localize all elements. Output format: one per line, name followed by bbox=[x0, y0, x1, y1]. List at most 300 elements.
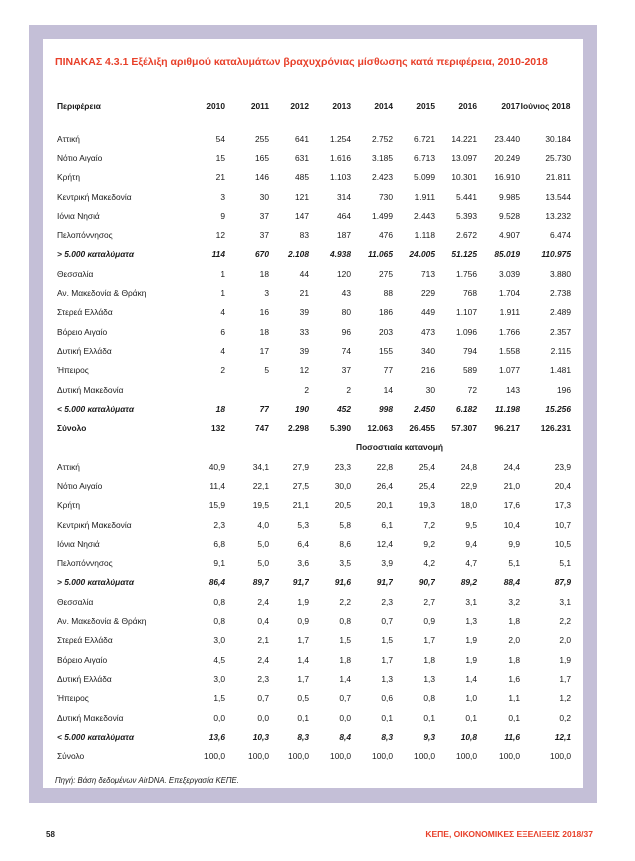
table-row bbox=[53, 341, 571, 360]
cell-value: 100,0 bbox=[456, 751, 477, 762]
cell-value: 30 bbox=[259, 191, 269, 202]
cell-value: 10.301 bbox=[451, 172, 477, 183]
source-note: Πηγή: Βάση δεδομένων AirDNA. Επεξεργασία ΚΕΠΕ. bbox=[55, 776, 239, 785]
data-table bbox=[53, 101, 571, 766]
table-row bbox=[53, 264, 571, 283]
table-row bbox=[53, 380, 571, 399]
row-label: Νότιο Αιγαίο bbox=[57, 152, 103, 163]
cell-value: 9.985 bbox=[499, 191, 520, 202]
cell-value: 641 bbox=[295, 133, 309, 144]
cell-value: 18 bbox=[259, 268, 269, 279]
cell-value: 121 bbox=[295, 191, 309, 202]
cell-value: 229 bbox=[421, 288, 435, 299]
cell-value: 3,0 bbox=[213, 635, 225, 646]
cell-value: 8,6 bbox=[339, 538, 351, 549]
row-label: Στερεά Ελλάδα bbox=[57, 307, 113, 318]
cell-value: 1.558 bbox=[499, 345, 520, 356]
cell-value: 15,9 bbox=[208, 500, 225, 511]
row-label: Δυτική Ελλάδα bbox=[57, 345, 112, 356]
cell-value: 203 bbox=[379, 326, 393, 337]
cell-value: 730 bbox=[379, 191, 393, 202]
cell-value: 27,9 bbox=[292, 461, 309, 472]
percent-section bbox=[53, 438, 571, 457]
header-year: 2012 bbox=[290, 101, 309, 111]
cell-value: 1,0 bbox=[465, 693, 477, 704]
table-row bbox=[53, 283, 571, 302]
cell-value: 2,2 bbox=[559, 616, 571, 627]
cell-value: 21,1 bbox=[292, 500, 309, 511]
cell-value: 7,2 bbox=[423, 519, 435, 530]
table-row bbox=[53, 418, 571, 437]
cell-value: 2 bbox=[346, 384, 351, 395]
row-label: Αττική bbox=[57, 461, 80, 472]
cell-value: 2.450 bbox=[414, 403, 435, 414]
cell-value: 25.730 bbox=[545, 152, 571, 163]
cell-value: 21,0 bbox=[503, 480, 520, 491]
cell-value: 6.182 bbox=[456, 403, 477, 414]
row-label: Αττική bbox=[57, 133, 80, 144]
cell-value: 30.184 bbox=[545, 133, 571, 144]
cell-value: 2.357 bbox=[550, 326, 571, 337]
cell-value: 18 bbox=[259, 326, 269, 337]
cell-value: 1,9 bbox=[465, 654, 477, 665]
cell-value: 57.307 bbox=[451, 423, 477, 434]
cell-value: 13.544 bbox=[545, 191, 571, 202]
cell-value: 24,8 bbox=[460, 461, 477, 472]
cell-value: 100,0 bbox=[204, 751, 225, 762]
cell-value: 83 bbox=[299, 230, 309, 241]
cell-value: 91,6 bbox=[334, 577, 351, 588]
cell-value: 11.198 bbox=[495, 403, 520, 414]
cell-value: 5,1 bbox=[508, 558, 520, 569]
cell-value: 1.254 bbox=[330, 133, 351, 144]
cell-value: 26,4 bbox=[376, 480, 393, 491]
table-row bbox=[53, 206, 571, 225]
header-year: 2010 bbox=[206, 101, 225, 111]
cell-value: 6,8 bbox=[213, 538, 225, 549]
row-label: Κρήτη bbox=[57, 172, 80, 183]
cell-value: 1 bbox=[220, 268, 225, 279]
cell-value: 0,6 bbox=[381, 693, 393, 704]
header-year: 2011 bbox=[250, 101, 269, 111]
header-region: Περιφέρεια bbox=[57, 101, 101, 111]
table-row bbox=[53, 534, 571, 553]
percent-section-row bbox=[53, 438, 571, 457]
cell-value: 165 bbox=[255, 152, 269, 163]
table-row bbox=[53, 669, 571, 688]
percents-body bbox=[53, 457, 571, 766]
cell-value: 998 bbox=[379, 403, 393, 414]
cell-value: 255 bbox=[255, 133, 269, 144]
cell-value: 11,6 bbox=[504, 731, 520, 742]
cell-value: 4,7 bbox=[465, 558, 477, 569]
cell-value: 1,5 bbox=[213, 693, 225, 704]
cell-value: 0,1 bbox=[508, 712, 520, 723]
cell-value: 100,0 bbox=[330, 751, 351, 762]
cell-value: 0,8 bbox=[213, 616, 225, 627]
cell-value: 2,3 bbox=[213, 519, 225, 530]
cell-value: 1,8 bbox=[508, 616, 520, 627]
cell-value: 2,4 bbox=[257, 596, 269, 607]
cell-value: 12 bbox=[299, 365, 309, 376]
row-label: Πελοπόννησος bbox=[57, 558, 113, 569]
cell-value: 2.489 bbox=[550, 307, 571, 318]
cell-value: 34,1 bbox=[252, 461, 269, 472]
cell-value: 452 bbox=[337, 403, 351, 414]
cell-value: 2.423 bbox=[372, 172, 393, 183]
cell-value: 12.063 bbox=[367, 423, 393, 434]
cell-value: 1,9 bbox=[465, 635, 477, 646]
cell-value: 4,5 bbox=[213, 654, 225, 665]
cell-value: 5.099 bbox=[414, 172, 435, 183]
cell-value: 13.232 bbox=[545, 210, 571, 221]
cell-value: 2,1 bbox=[257, 635, 269, 646]
cell-value: 12,1 bbox=[554, 731, 571, 742]
cell-value: 187 bbox=[337, 230, 351, 241]
cell-value: 5 bbox=[264, 365, 269, 376]
cell-value: 10,5 bbox=[554, 538, 571, 549]
table-row bbox=[53, 303, 571, 322]
row-label: < 5.000 καταλύματα bbox=[57, 731, 135, 742]
row-label: > 5.000 καταλύματα bbox=[57, 577, 135, 588]
cell-value: 1,8 bbox=[423, 654, 435, 665]
cell-value: 0,9 bbox=[297, 616, 309, 627]
cell-value: 5,8 bbox=[339, 519, 351, 530]
cell-value: 14 bbox=[383, 384, 393, 395]
table-row bbox=[53, 573, 571, 592]
table-row bbox=[53, 515, 571, 534]
row-label: Πελοπόννησος bbox=[57, 230, 113, 241]
cell-value: 24.005 bbox=[409, 249, 435, 260]
cell-value: 20,5 bbox=[334, 500, 351, 511]
cell-value: 1 bbox=[220, 288, 225, 299]
cell-value: 3,5 bbox=[339, 558, 351, 569]
table-row bbox=[53, 592, 571, 611]
cell-value: 18 bbox=[215, 403, 225, 414]
row-label: Ιόνια Νησιά bbox=[57, 210, 100, 221]
cell-value: 2,4 bbox=[257, 654, 269, 665]
cell-value: 6.713 bbox=[414, 152, 435, 163]
cell-value: 77 bbox=[259, 403, 269, 414]
row-label: Δυτική Ελλάδα bbox=[57, 673, 112, 684]
row-label: Ήπειρος bbox=[57, 365, 89, 376]
table-row bbox=[53, 496, 571, 515]
cell-value: 1,8 bbox=[339, 654, 351, 665]
cell-value: 5.390 bbox=[330, 423, 351, 434]
cell-value: 10,8 bbox=[460, 731, 477, 742]
cell-value: 1,1 bbox=[508, 693, 520, 704]
cell-value: 8,3 bbox=[381, 731, 393, 742]
table-frame bbox=[29, 25, 597, 803]
cell-value: 0,8 bbox=[339, 616, 351, 627]
cell-value: 8,3 bbox=[297, 731, 309, 742]
cell-value: 1.481 bbox=[550, 365, 571, 376]
cell-value: 100,0 bbox=[499, 751, 520, 762]
cell-value: 2,7 bbox=[423, 596, 435, 607]
cell-value: 340 bbox=[421, 345, 435, 356]
header-year: 2015 bbox=[416, 101, 435, 111]
cell-value: 3 bbox=[264, 288, 269, 299]
cell-value: 6.474 bbox=[550, 230, 571, 241]
cell-value: 1.077 bbox=[499, 365, 520, 376]
cell-value: 77 bbox=[383, 365, 393, 376]
cell-value: 126.231 bbox=[540, 423, 571, 434]
cell-value: 186 bbox=[379, 307, 393, 318]
cell-value: 275 bbox=[379, 268, 393, 279]
cell-value: 670 bbox=[255, 249, 269, 260]
table-row bbox=[53, 245, 571, 264]
cell-value: 2.738 bbox=[550, 288, 571, 299]
cell-value: 33 bbox=[299, 326, 309, 337]
cell-value: 485 bbox=[295, 172, 309, 183]
cell-value: 100,0 bbox=[288, 751, 309, 762]
publication-name: ΚΕΠΕ, ΟΙΚΟΝΟΜΙΚΕΣ ΕΞΕΛΙΞΕΙΣ 2018/37 bbox=[425, 829, 593, 839]
cell-value: 473 bbox=[421, 326, 435, 337]
cell-value: 23.440 bbox=[494, 133, 520, 144]
cell-value: 464 bbox=[337, 210, 351, 221]
cell-value: 14.221 bbox=[451, 133, 477, 144]
cell-value: 146 bbox=[255, 172, 269, 183]
cell-value: 1,3 bbox=[465, 616, 477, 627]
table-row bbox=[53, 225, 571, 244]
cell-value: 3,6 bbox=[297, 558, 309, 569]
cell-value: 9,9 bbox=[508, 538, 520, 549]
cell-value: 10,3 bbox=[252, 731, 269, 742]
cell-value: 17,3 bbox=[554, 500, 571, 511]
page-number: 58 bbox=[46, 830, 55, 839]
row-label: Κεντρική Μακεδονία bbox=[57, 519, 132, 530]
cell-value: 1,7 bbox=[297, 673, 309, 684]
cell-value: 9,3 bbox=[423, 731, 435, 742]
table-panel bbox=[43, 39, 583, 788]
cell-value: 155 bbox=[379, 345, 393, 356]
cell-value: 2 bbox=[220, 365, 225, 376]
cell-value: 22,1 bbox=[252, 480, 269, 491]
cell-value: 0,8 bbox=[423, 693, 435, 704]
cell-value: 794 bbox=[463, 345, 477, 356]
cell-value: 216 bbox=[421, 365, 435, 376]
cell-value: 8,4 bbox=[339, 731, 351, 742]
table-row bbox=[53, 476, 571, 495]
table-row bbox=[53, 457, 571, 476]
cell-value: 5,0 bbox=[257, 558, 269, 569]
cell-value: 15 bbox=[215, 152, 225, 163]
table-row bbox=[53, 129, 571, 148]
cell-value: 2.298 bbox=[288, 423, 309, 434]
cell-value: 23,3 bbox=[334, 461, 351, 472]
cell-value: 9,5 bbox=[465, 519, 477, 530]
cell-value: 9,2 bbox=[423, 538, 435, 549]
cell-value: 44 bbox=[299, 268, 309, 279]
cell-value: 1.704 bbox=[499, 288, 520, 299]
row-label: Σύνολο bbox=[57, 751, 85, 762]
cell-value: 713 bbox=[421, 268, 435, 279]
cell-value: 100,0 bbox=[372, 751, 393, 762]
cell-value: 15.256 bbox=[545, 403, 571, 414]
table-row bbox=[53, 168, 571, 187]
cell-value: 91,7 bbox=[376, 577, 393, 588]
row-label: Δυτική Μακεδονία bbox=[57, 712, 124, 723]
cell-value: 19,5 bbox=[252, 500, 269, 511]
header-year: 2016 bbox=[458, 101, 477, 111]
row-label: Δυτική Μακεδονία bbox=[57, 384, 124, 395]
cell-value: 132 bbox=[211, 423, 225, 434]
cell-value: 17,6 bbox=[503, 500, 520, 511]
cell-value: 1,7 bbox=[297, 635, 309, 646]
cell-value: 0,1 bbox=[297, 712, 309, 723]
cell-value: 1,6 bbox=[508, 673, 520, 684]
cell-value: 1.096 bbox=[456, 326, 477, 337]
cell-value: 16 bbox=[259, 307, 269, 318]
cell-value: 3,0 bbox=[213, 673, 225, 684]
row-label: Ήπειρος bbox=[57, 693, 89, 704]
cell-value: 1.499 bbox=[372, 210, 393, 221]
cell-value: 4.907 bbox=[499, 230, 520, 241]
row-label: < 5.000 καταλύματα bbox=[57, 403, 135, 414]
cell-value: 30 bbox=[425, 384, 435, 395]
cell-value: 2.443 bbox=[414, 210, 435, 221]
cell-value: 0,2 bbox=[559, 712, 571, 723]
table-row bbox=[53, 747, 571, 766]
cell-value: 0,7 bbox=[381, 616, 393, 627]
table-title: ΠΙΝΑΚΑΣ 4.3.1 Εξέλιξη αριθμού καταλυμάτων βραχυχρόνιας μίσθωσης κατά περιφέρεια, 2010-2018 bbox=[55, 56, 548, 68]
cell-value: 0,1 bbox=[381, 712, 393, 723]
percent-section-title: Ποσοστιαία κατανομή bbox=[356, 442, 443, 453]
cell-value: 196 bbox=[557, 384, 571, 395]
cell-value: 9.528 bbox=[499, 210, 520, 221]
cell-value: 39 bbox=[299, 307, 309, 318]
cell-value: 37 bbox=[341, 365, 351, 376]
row-label: Κεντρική Μακεδονία bbox=[57, 191, 132, 202]
cell-value: 87,9 bbox=[554, 577, 571, 588]
cell-value: 1,9 bbox=[297, 596, 309, 607]
cell-value: 1.118 bbox=[414, 230, 435, 241]
cell-value: 89,7 bbox=[252, 577, 269, 588]
cell-value: 5,1 bbox=[559, 558, 571, 569]
table-row bbox=[53, 554, 571, 573]
header-row bbox=[53, 101, 571, 129]
cell-value: 9,4 bbox=[465, 538, 477, 549]
cell-value: 0,8 bbox=[213, 596, 225, 607]
cell-value: 747 bbox=[255, 423, 269, 434]
cell-value: 0,1 bbox=[423, 712, 435, 723]
cell-value: 22,9 bbox=[460, 480, 477, 491]
cell-value: 1,3 bbox=[381, 673, 393, 684]
cell-value: 3,9 bbox=[381, 558, 393, 569]
cell-value: 88 bbox=[383, 288, 393, 299]
cell-value: 1,8 bbox=[508, 654, 520, 665]
cell-value: 0,0 bbox=[213, 712, 225, 723]
cell-value: 20,1 bbox=[376, 500, 393, 511]
header-year-june-2018: Ιούνιος 2018 bbox=[520, 101, 571, 111]
cell-value: 147 bbox=[295, 210, 309, 221]
cell-value: 3.185 bbox=[372, 152, 393, 163]
cell-value: 4.938 bbox=[330, 249, 351, 260]
cell-value: 120 bbox=[337, 268, 351, 279]
cell-value: 27,5 bbox=[292, 480, 309, 491]
cell-value: 589 bbox=[463, 365, 477, 376]
cell-value: 39 bbox=[299, 345, 309, 356]
cell-value: 2.115 bbox=[550, 345, 571, 356]
cell-value: 1,3 bbox=[423, 673, 435, 684]
cell-value: 1,5 bbox=[381, 635, 393, 646]
cell-value: 2.108 bbox=[288, 249, 309, 260]
cell-value: 1.103 bbox=[330, 172, 351, 183]
cell-value: 24,4 bbox=[503, 461, 520, 472]
row-label: Νότιο Αιγαίο bbox=[57, 480, 103, 491]
cell-value: 21 bbox=[299, 288, 309, 299]
cell-value: 1,4 bbox=[297, 654, 309, 665]
cell-value: 19,3 bbox=[418, 500, 435, 511]
cell-value: 10,7 bbox=[554, 519, 571, 530]
header-year: 2017 bbox=[501, 101, 520, 111]
cell-value: 768 bbox=[463, 288, 477, 299]
cell-value: 51.125 bbox=[451, 249, 477, 260]
cell-value: 91,7 bbox=[292, 577, 309, 588]
row-label: Θεσσαλία bbox=[57, 268, 94, 279]
cell-value: 96 bbox=[341, 326, 351, 337]
cell-value: 17 bbox=[259, 345, 269, 356]
cell-value: 5,0 bbox=[257, 538, 269, 549]
cell-value: 37 bbox=[259, 210, 269, 221]
cell-value: 3,2 bbox=[508, 596, 520, 607]
cell-value: 449 bbox=[421, 307, 435, 318]
cell-value: 2,0 bbox=[508, 635, 520, 646]
cell-value: 20,4 bbox=[554, 480, 571, 491]
table-row bbox=[53, 689, 571, 708]
cell-value: 2,3 bbox=[257, 673, 269, 684]
cell-value: 10,4 bbox=[503, 519, 520, 530]
header-year: 2014 bbox=[374, 101, 393, 111]
cell-value: 25,4 bbox=[418, 461, 435, 472]
cell-value: 11,4 bbox=[209, 480, 225, 491]
cell-value: 0,0 bbox=[339, 712, 351, 723]
cell-value bbox=[185, 380, 225, 399]
cell-value: 6 bbox=[220, 326, 225, 337]
cell-value: 4,0 bbox=[257, 519, 269, 530]
cell-value: 1.911 bbox=[414, 191, 435, 202]
table-row bbox=[53, 727, 571, 746]
header-year: 2013 bbox=[332, 101, 351, 111]
cell-value: 114 bbox=[211, 249, 225, 260]
row-label: Βόρειο Αιγαίο bbox=[57, 654, 108, 665]
cell-value: 0,5 bbox=[297, 693, 309, 704]
cell-value: 476 bbox=[379, 230, 393, 241]
cell-value: 85.019 bbox=[494, 249, 520, 260]
cell-value: 190 bbox=[295, 403, 309, 414]
cell-value: 89,2 bbox=[460, 577, 477, 588]
table-row bbox=[53, 148, 571, 167]
cell-value: 72 bbox=[467, 384, 477, 395]
table-row bbox=[53, 708, 571, 727]
cell-value: 100,0 bbox=[248, 751, 269, 762]
row-label: Στερεά Ελλάδα bbox=[57, 635, 113, 646]
cell-value: 1.107 bbox=[456, 307, 477, 318]
cell-value: 1,9 bbox=[559, 654, 571, 665]
cell-value: 5,3 bbox=[297, 519, 309, 530]
cell-value: 9 bbox=[220, 210, 225, 221]
cell-value: 1,7 bbox=[559, 673, 571, 684]
cell-value: 4 bbox=[220, 307, 225, 318]
cell-value: 1,7 bbox=[423, 635, 435, 646]
cell-value: 2,3 bbox=[381, 596, 393, 607]
cell-value: 26.455 bbox=[409, 423, 435, 434]
cell-value: 12 bbox=[215, 230, 225, 241]
cell-value: 1,7 bbox=[381, 654, 393, 665]
cell-value: 314 bbox=[337, 191, 351, 202]
cell-value: 37 bbox=[259, 230, 269, 241]
cell-value bbox=[225, 380, 269, 399]
